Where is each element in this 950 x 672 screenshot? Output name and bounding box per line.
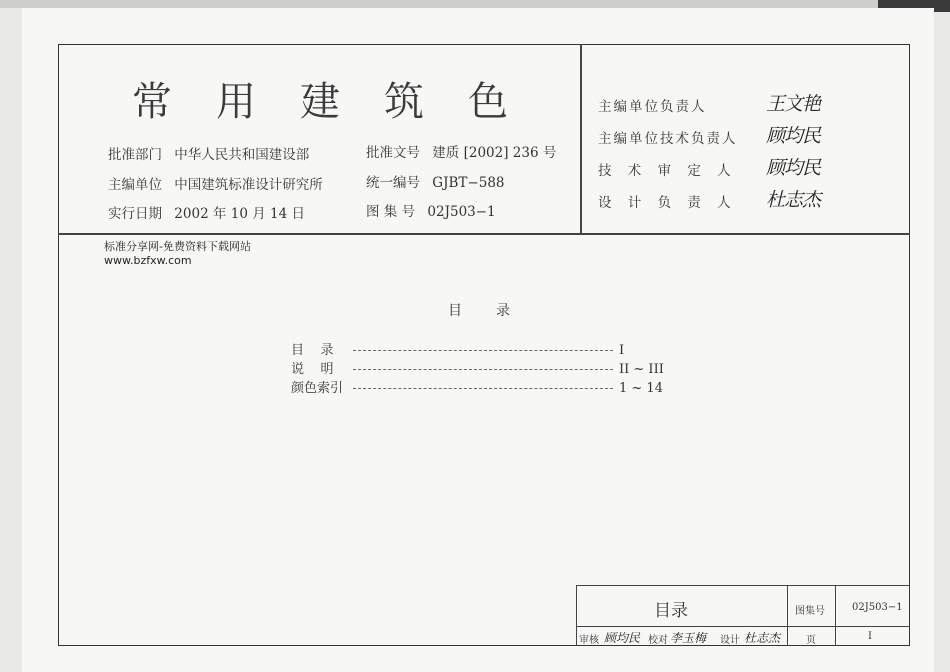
- header-divider: [58, 233, 910, 235]
- toc-entry-page: II ~ III: [619, 362, 664, 377]
- atlas-no-key: 图 集 号: [366, 204, 416, 220]
- signature-label: 技 术 审 定 人: [598, 163, 737, 179]
- unified-no-key: 统一编号: [366, 175, 420, 191]
- toc-entry-label: 目 录: [291, 343, 334, 358]
- chief-unit-value: 中国建筑标准设计研究所: [174, 177, 323, 193]
- handwritten-signature: 顾均民: [766, 125, 821, 147]
- title-block-page-value: I: [868, 631, 872, 642]
- signature-row: [598, 93, 821, 115]
- toc-entry[interactable]: [291, 358, 664, 377]
- approval-no: [366, 141, 556, 161]
- title-block-design-signature: 杜志杰: [744, 631, 781, 645]
- toc-leader: [353, 350, 613, 351]
- handwritten-signature: 王文艳: [766, 93, 821, 115]
- title-block-atlas-label: 图集号: [795, 606, 825, 617]
- scan-top-edge: [0, 0, 950, 8]
- unified-no-value: GJBT−588: [432, 175, 505, 191]
- title-block-atlas-value: 02J503−1: [852, 602, 903, 613]
- signature-label: 主编单位负责人: [598, 99, 707, 115]
- approval-dept-value: 中华人民共和国建设部: [174, 147, 310, 163]
- effective-date-key: 实行日期: [108, 206, 162, 222]
- signature-row: [598, 157, 821, 179]
- approval-no-key: 批准文号: [366, 145, 420, 161]
- chief-unit-key: 主编单位: [108, 177, 162, 193]
- toc-entry-page: 1 ~ 14: [619, 381, 663, 396]
- watermark-url[interactable]: www.bzfxw.com: [104, 254, 192, 267]
- atlas-no: [366, 200, 496, 220]
- toc-entry[interactable]: [291, 339, 624, 358]
- toc-entry-label: 颜色索引: [291, 381, 344, 396]
- toc-heading: 目录: [448, 303, 544, 319]
- toc-entry[interactable]: [291, 377, 663, 396]
- toc-leader: [353, 369, 613, 370]
- page-title: 常用建筑色: [132, 79, 552, 125]
- signature-label: 主编单位技术负责人: [598, 131, 738, 147]
- toc-entry-page: I: [619, 343, 625, 358]
- approval-dept-key: 批准部门: [108, 147, 162, 163]
- title-block-check-signature: 李玉梅: [670, 631, 707, 645]
- approval-no-value: 建质 [2002] 236 号: [432, 145, 557, 161]
- title-block-design-label: 设计: [720, 635, 740, 646]
- unified-no: [366, 171, 505, 191]
- handwritten-signature: 杜志杰: [766, 189, 821, 211]
- handwritten-signature: 顾均民: [766, 157, 821, 179]
- title-block-col-border: [835, 585, 836, 646]
- signature-row: [598, 189, 821, 211]
- toc-leader: [353, 388, 613, 389]
- watermark: [104, 240, 251, 268]
- approval-dept: [108, 143, 309, 163]
- title-block-review-signature: 顾均民: [604, 631, 641, 645]
- effective-date-value: 2002 年 10 月 14 日: [174, 206, 305, 222]
- title-block-left-border: [576, 585, 577, 646]
- title-block-mid-border: [576, 626, 910, 627]
- header-vdivider: [580, 44, 582, 234]
- title-block-page-label: 页: [806, 635, 816, 646]
- signature-row: [598, 125, 821, 147]
- watermark-site-name: 标准分享网-免费资料下载网站: [104, 240, 251, 253]
- title-block-check-label: 校对: [648, 635, 668, 646]
- atlas-no-value: 02J503−1: [427, 204, 496, 220]
- effective-date: [108, 202, 305, 222]
- title-block-title: 目录: [654, 601, 688, 621]
- chief-unit: [108, 173, 323, 193]
- signature-label: 设 计 负 责 人: [598, 195, 737, 211]
- title-block-top-border: [576, 585, 910, 586]
- toc-entry-label: 说 明: [291, 362, 334, 377]
- title-block-col-border: [787, 585, 788, 646]
- title-block-review-label: 审核: [579, 635, 599, 646]
